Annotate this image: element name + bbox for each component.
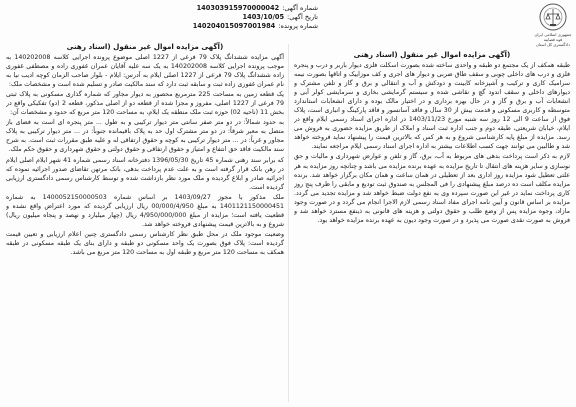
notice-date-row: تاریخ آگهی: 1403/10/05: [242, 13, 318, 21]
left-paragraph: که برابر سند رهنی شماره 45 تاریخ 1396/05/30 دفترخانه اسناد رسمی شماره 41 شهر ایلام اصلی ایلام در رهن بانک قرار گرفته است و به علت عدم پرداخت بدهی، بانک مرتهن تقاضای صدور اجرائیه نموده که اجرائیه صادر و ابلاغ گردیده و ملک مورد نظر بازداشت شده و توسط کارشناس رسمی دادگستری ارزیابی گردیده است.: [6, 156, 284, 191]
left-paragraph: یک قطعه زمین به مساحت 225 مترمربع محصور به دیوار مجاور که شماره گذاری مسکونی به پلاک ثبتی 79 فرعی از 1227 اصلی، مفروز و مجزا شده از قطعه دو از اصلی مذکور، قطعه 2 (دو) تفکیکی واقع در بخش 11 (ناحیه 02) حوزه ثبت ملک منطقه یک ایلام، به مساحت 120 متر مربع که حدود و مشخصات آن:: [6, 91, 284, 117]
notice-number-row: شماره آگهی: 140303915970000042: [196, 4, 318, 12]
case-number-row: شماره پرونده: 140204015097001984: [192, 22, 318, 30]
left-paragraph: آگهی مزایده ششدانگ پلاک 79 فرعی از 1227 اصلی موضوع پرونده اجرایی کلاسه 140202008 به موجب پرونده اجرایی کلاسه 140202008 به یک سه علیه آقایان عمران غفوری زاده و مصطفی غفوری زاده ششدانگ پلاک 79 فرعی از 1227 اصلی ایلام به آدرس: ایلام - بلوار صاحب الزمان کوچه ادیب نیا به نام عمران غفوری زاده ثبت و سابقه ثبت دارد که سند مالکیت صادر و تسلیم شده است و مشخصات ملک:: [6, 54, 284, 89]
left-paragraph: وضعیت موجود ملک در محل طبق نظر کارشناس رسمی دادگستری چنین اعلام ارزیابی و تعیین قیمت گردیده است: پلاک فوق بصورت یک واحد مسکونی دو طبقه و دارای بنای یک طبقه مسکونی در طبقه همکف به مساحت 120 متر مربع و طبقه اول به مساحت 120 متر مربع می باشد.: [6, 230, 284, 256]
left-column-title: (آگهی مزایده اموال غیر منقول (اسناد رهنی: [66, 42, 224, 51]
right-paragraph: لازم به ذکر است پرداخت بدهی های مربوط به آب، برق، گاز و تلفن و عوارض شهرداری و مالیات و حق نوسازی و سایر هزینه های انتقال تا تاریخ مزایده به عهده برنده مزایده می باشد و چنانچه روز مزایده به هر علتی تعطیل شود مزایده روز اداری بعد از تعطیلی در همان ساعت و همان مکان برگزار خواهد شد. برنده مزایده مکلف است ده درصد مبلغ پیشنهادی را فی المجلس به صندوق ثبت تودیع و مابقی را ظرف پنج روز کاری پرداخت نماید در غیر این صورت سپرده وی به نفع دولت ضبط خواهد شد و مزایده تجدید می گردد. مزایده بر اساس قانون و آیین نامه اجرای مفاد اسناد رسمی لازم الاجرا انجام می گردد و در صورت وجود مازاد، وجوه مزایده پس از وضع طلب و حقوق دولتی و هزینه های قانونی به ذینفع مسترد خواهد شد و فروش به صورت نقدی صورت می پذیرد و در صورت وجود دیون به عهده برنده مزایده خواهد بود.: [294, 153, 570, 224]
left-paragraph: به حدود شمالاً: در دو متر صفر سانتی متر دیوار ترکیبی و به طول ... متر پنجره ای است به فضای باز متصل به معبر شرقاً: در دو متر مشترک اول حد به پلاک باقیمانده جنوباً: در ... متر دیوار ترکیبی به پلاک مجاور و غرباً: در ... متر دیوار ترکیبی به کوچه و حقوق ارتفاقی له و علیه طبق مقررات ثبت است. به شرح سند مالکیت فاقد حق انتفاع و امتیاز و حقوق ارتفاقی و حقوق دولتی و حقوق شهرداری و حقوق حکم ملک.: [6, 119, 284, 154]
notice-meta: [168, 4, 318, 31]
judiciary-emblem-icon: [538, 2, 568, 32]
right-paragraph: طبقه همکف از یک مجتمع دو طبقه و واحدی ساخته شده بصورت اسکلت فلزی دیوار باربر و درب و پنجره فلزی و درب های داخلی چوبی و سقف طاق ضربی و دیوار های اجری و کف موزاییک و اتاقها بصورت نیمه سرامیک کاری و ترکیب و آشپزخانه کابینت و دودکش و آب و انتقالی و برق و گاز و تلفن مشترک و دیوارهای داخلی و سقف اندود گچ و نقاشی شده و سیستم گرمایشی بخاری و سرمایشی کولر آبی و انشعابات آب و برق و گاز و در حال بهره برداری و در اختیار مالک بوده و دارای انشعابات استاندارد متوسطه و کاربری مسکونی و قدمت بیش از 30 سال و فاقد آسانسور و فاقد پارکینگ و انباری است، پلاک فوق از ساعت 9 الی 12 روز سه شنبه مورخ 1403/11/23 در اداره اجرای اسناد رسمی ایلام واقع در ایلام، خیابان شریعتی، طبقه دوم و جنب اداره ثبت اسناد و املاک از طریق مزایده حضوری به فروش می رسد. مزایده از مبلغ پایه کارشناسی شروع و به هر کس که بالاترین قیمت را پیشنهاد نماید فروخته خواهد شد و طالبین می توانند جهت کسب اطلاعات بیشتر به اداره اجرای اسناد رسمی ایلام مراجعه نمایند.: [294, 62, 570, 151]
left-column: [6, 42, 284, 404]
column-divider: [288, 44, 289, 402]
left-paragraph: ملک مذکور با مجوز 1403/09/27 بر اساس شماره 1400052150000503 به شماره 1401121150000451 به مبلغ 00/000/4/950 ریال ارزیابی گردیده که مورد اعتراض واقع نشده و قطعیت یافته است؛ مزایده از مبلغ 4/950/000/000 ریال (چهار میلیارد و نهصد و پنجاه میلیون ریال) شروع و به بالاترین قیمت پیشنهادی فروخته خواهد شد.: [6, 193, 284, 228]
emblem-caption: جمهوری اسلامی ایران قوه قضاییه دادگستری کل استان: [534, 32, 572, 47]
right-column-title: (آگهی مزایده اموال غیر منقول (اسناد رهنی: [353, 50, 511, 59]
right-column: [294, 50, 570, 404]
